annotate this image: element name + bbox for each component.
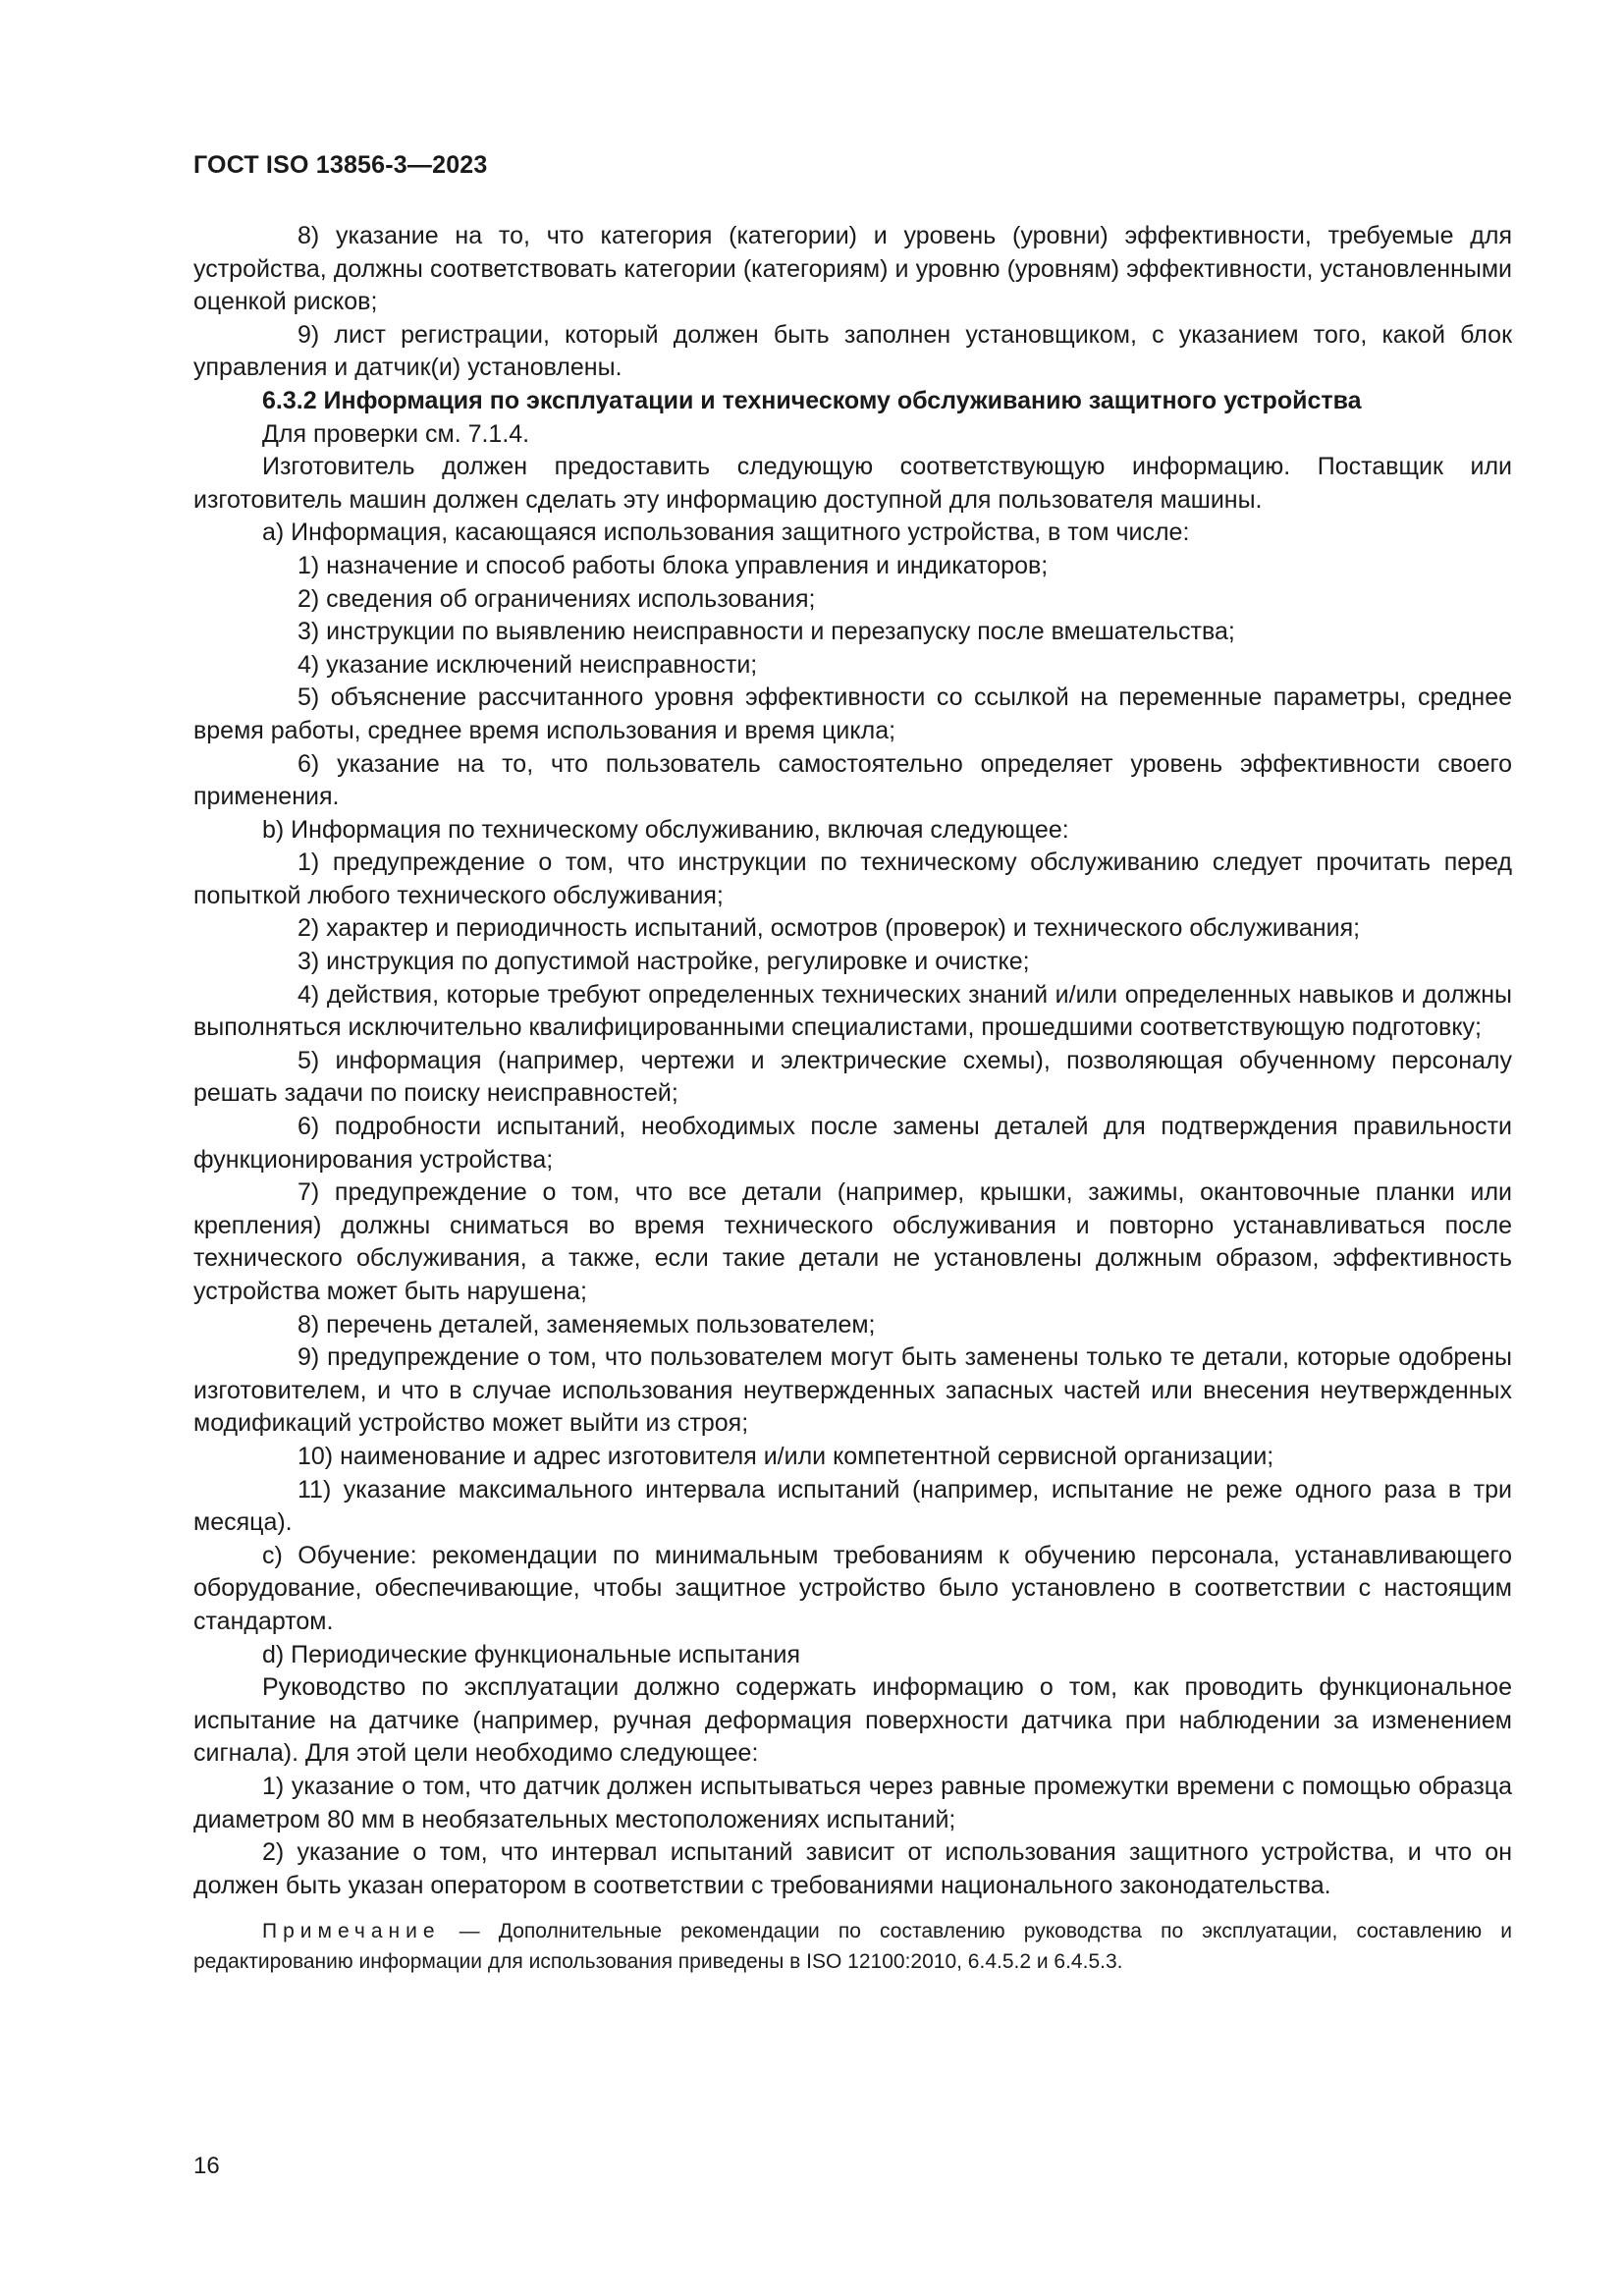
body-paragraph: 10) наименование и адрес изготовителя и/или компетентной сервисной организации; [298, 1442, 1274, 1470]
body-paragraph: 2) сведения об ограничениях использования; [298, 584, 816, 613]
body-paragraph: Изготовитель должен предоставить следующую соответствующую информацию. Поставщик или изготовитель машин должен сделать эту информацию доступной для пользователя машины. [193, 453, 1512, 514]
body-paragraph: Руководство по эксплуатации должно содержать информацию о том, как проводить функциональное испытание на датчике (например, ручная деформация поверхности датчика при наблюдении за изменением сигнала). Для этой цели необходимо следующее: [193, 1673, 1512, 1768]
body-paragraph: 2) указание о том, что интервал испытаний зависит от использования защитного устройства, и что он должен быть указан оператором в соответствии с требованиями национального законодательства. [193, 1838, 1512, 1899]
body-paragraph: 6) подробности испытаний, необходимых после замены деталей для подтверждения правильности функционирования устройства; [193, 1113, 1512, 1174]
body-paragraph: a) Информация, касающаяся использования защитного устройства, в том числе: [262, 519, 1190, 547]
body-paragraph: c) Обучение: рекомендации по минимальным требованиям к обучению персонала, устанавливающего оборудование, обеспечивающие, чтобы защитное устройство было установлено в соответствии с настоящим стандартом. [193, 1541, 1512, 1635]
body-paragraph: 3) инструкции по выявлению неисправности и перезапуску после вмешательства; [298, 618, 1235, 646]
body-paragraph: d) Периодические функциональные испытания [262, 1640, 801, 1668]
section-heading: 6.3.2 Информация по эксплуатации и техническому обслуживанию защитного устройства [262, 386, 1362, 414]
body-paragraph: 6) указание на то, что пользователь самостоятельно определяет уровень эффективности своего применения. [193, 749, 1512, 811]
note-paragraph [193, 1916, 1512, 1977]
document-body [193, 220, 1512, 1977]
body-paragraph: Для проверки см. 7.1.4. [262, 419, 530, 448]
body-paragraph: 8) указание на то, что категория (категории) и уровень (уровни) эффективности, требуемые для устройства, должны соответствовать категории (категориям) и уровню (уровням) эффективности, установленными оценкой рисков; [193, 222, 1512, 316]
body-paragraph: 4) действия, которые требуют определенных технических знаний и/или определенных навыков и должны выполняться исключительно квалифицированными специалистами, прошедшими соответствующую подготовку; [193, 980, 1512, 1042]
body-paragraph: 4) указание исключений неисправности; [298, 650, 758, 679]
body-paragraph: 9) лист регистрации, который должен быть заполнен установщиком, с указанием того, какой блок управления и датчик(и) установлены. [193, 320, 1512, 382]
body-paragraph: 5) объяснение рассчитанного уровня эффективности со ссылкой на переменные параметры, среднее время работы, среднее время использования и время цикла; [193, 683, 1512, 744]
body-paragraph: 2) характер и периодичность испытаний, осмотров (проверок) и технического обслуживания; [298, 914, 1361, 943]
body-paragraph: 5) информация (например, чертежи и электрические схемы), позволяющая обученному персоналу решать задачи по поиску неисправностей; [193, 1046, 1512, 1108]
body-paragraph: 3) инструкция по допустимой настройке, регулировке и очистке; [298, 948, 1030, 976]
body-paragraph: 7) предупреждение о том, что все детали (например, крышки, зажимы, окантовочные планки или крепления) должны сниматься во время технического обслуживания и повторно устанавливаться после технического обслуживания, а также, если такие детали не установлены должным образом, эффективность устройства может быть нарушена; [193, 1178, 1512, 1305]
document-header: ГОСТ ISO 13856-3—2023 [193, 151, 488, 179]
note-label: Примечание [262, 1920, 441, 1943]
body-paragraph: 1) назначение и способ работы блока управления и индикаторов; [298, 551, 1049, 579]
body-paragraph: 1) предупреждение о том, что инструкции по техническому обслуживанию следует прочитать перед попыткой любого технического обслуживания; [193, 848, 1512, 909]
body-paragraph: 1) указание о том, что датчик должен испытываться через равные промежутки времени с помощью образца диаметром 80 мм в необязательных местоположениях испытаний; [193, 1772, 1512, 1833]
body-paragraph: 9) предупреждение о том, что пользователем могут быть заменены только те детали, которые одобрены изготовителем, и что в случае использования неутвержденных запасных частей или внесения неутвержденных модификаций устройство может выйти из строя; [193, 1343, 1512, 1438]
body-paragraph: b) Информация по техническому обслуживанию, включая следующее: [262, 815, 1069, 844]
body-paragraph: 11) указание максимального интервала испытаний (например, испытание не реже одного раза в три месяца). [193, 1475, 1512, 1537]
body-paragraph: 8) перечень деталей, заменяемых пользователем; [298, 1310, 876, 1339]
note-text: — Дополнительные рекомендации по составлению руководства по эксплуатации, составлению и редактированию информации для использования приведены в ISO 12100:2010, 6.4.5.2 и 6.4.5.3. [193, 1920, 1512, 1974]
page-number: 16 [193, 2153, 220, 2179]
